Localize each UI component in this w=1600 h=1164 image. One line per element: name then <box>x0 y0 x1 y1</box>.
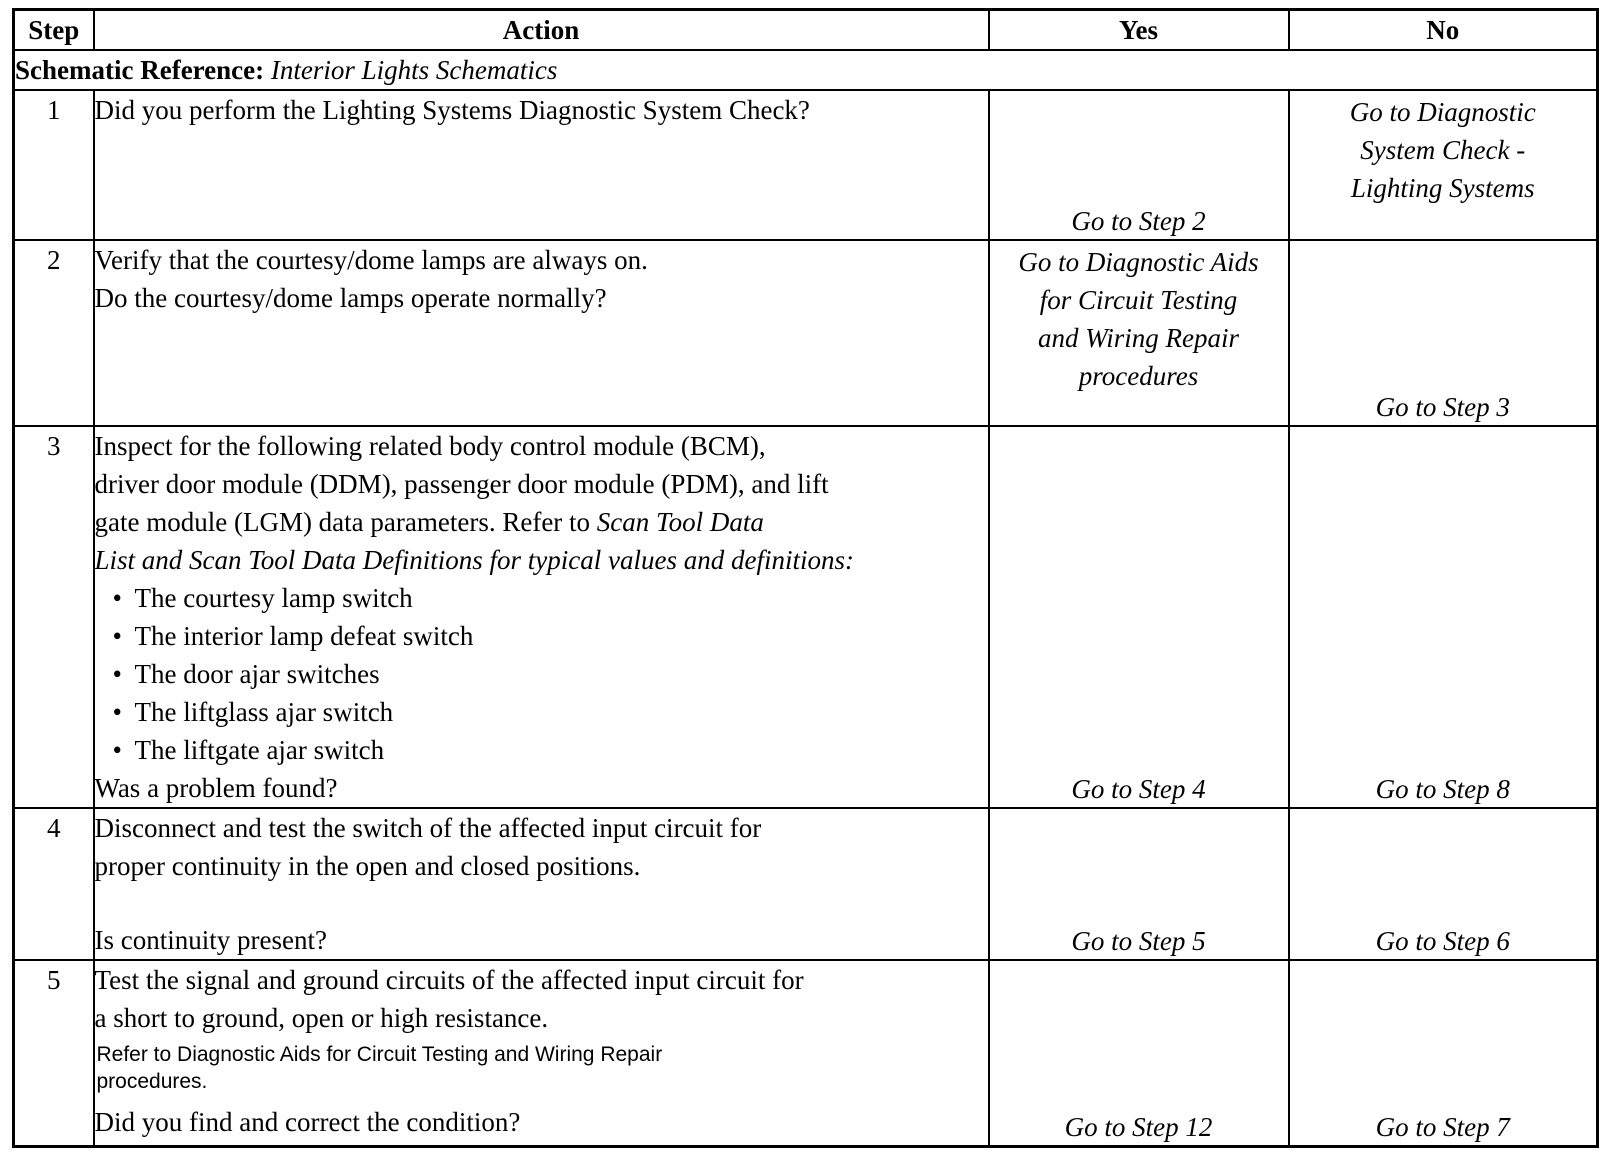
no-cell <box>1289 90 1598 240</box>
yes-cell <box>989 808 1289 960</box>
reference-note <box>97 1041 988 1095</box>
step-number: 1 <box>14 90 94 240</box>
no-link[interactable]: Go to Step 6 <box>1375 926 1510 956</box>
action-text: Disconnect and test the switch of the affected input circuit for <box>94 813 762 843</box>
no-line: Go to Diagnostic <box>1349 97 1536 127</box>
no-line: Lighting Systems <box>1350 173 1535 203</box>
no-cell <box>1289 240 1598 426</box>
no-cell <box>1289 808 1598 960</box>
yes-cell <box>989 426 1289 808</box>
yes-line: for Circuit Testing <box>1039 285 1238 315</box>
header-row <box>14 10 1598 51</box>
schematic-row <box>14 50 1598 90</box>
action-question: Do the courtesy/dome lamps operate normally? <box>94 283 607 313</box>
step-number: 2 <box>14 240 94 426</box>
table-row <box>14 426 1598 808</box>
yes-cell <box>989 960 1289 1146</box>
action-text: Did you perform the Lighting Systems Diagnostic System Check? <box>94 95 810 125</box>
action-text: Inspect for the following related body control module (BCM), <box>94 431 766 461</box>
yes-line: procedures <box>1078 361 1199 391</box>
no-link[interactable] <box>1290 91 1597 207</box>
step-number: 5 <box>14 960 94 1146</box>
action-text: proper continuity in the open and closed positions. <box>94 851 641 881</box>
action-text: Test the signal and ground circuits of the affected input circuit for <box>94 965 804 995</box>
step-number: 3 <box>14 426 94 808</box>
list-item: • The door ajar switches <box>135 655 988 693</box>
header-action: Action <box>94 10 989 51</box>
list-item: • The courtesy lamp switch <box>135 579 988 617</box>
action-cell <box>94 808 989 960</box>
step-number: 4 <box>14 808 94 960</box>
no-link[interactable]: Go to Step 8 <box>1375 774 1510 804</box>
table-row <box>14 808 1598 960</box>
header-yes: Yes <box>989 10 1289 51</box>
schematic-link[interactable]: Interior Lights Schematics <box>270 55 558 85</box>
header-step: Step <box>14 10 94 51</box>
no-link[interactable]: Go to Step 3 <box>1375 392 1510 422</box>
header-no: No <box>1289 10 1598 51</box>
schematic-label: Schematic Reference: <box>15 55 265 85</box>
action-question: Is continuity present? <box>94 925 327 955</box>
diagnostic-table <box>12 8 1599 1148</box>
action-cell <box>94 426 989 808</box>
scan-tool-definitions-link[interactable]: List and Scan Tool Data Definitions for typical values and definitions: <box>94 545 854 575</box>
yes-cell <box>989 240 1289 426</box>
yes-link[interactable]: Go to Step 12 <box>1064 1111 1213 1142</box>
action-cell <box>94 240 989 426</box>
switch-list <box>95 579 988 769</box>
action-question: Did you find and correct the condition? <box>94 1107 521 1137</box>
yes-link[interactable]: Go to Step 4 <box>1071 774 1206 804</box>
yes-line: and Wiring Repair <box>1038 323 1239 353</box>
note-line: Refer to Diagnostic Aids for Circuit Testing and Wiring Repair <box>96 1043 663 1066</box>
action-text: driver door module (DDM), passenger door module (PDM), and lift <box>94 469 829 499</box>
list-item: • The liftgate ajar switch <box>135 731 988 769</box>
scan-tool-data-link[interactable]: Scan Tool Data <box>596 507 764 537</box>
list-item: • The interior lamp defeat switch <box>135 617 988 655</box>
table-row <box>14 90 1598 240</box>
table-row <box>14 960 1598 1146</box>
yes-link[interactable] <box>990 241 1288 395</box>
action-text: gate module (LGM) data parameters. Refer to <box>94 507 591 537</box>
yes-cell <box>989 90 1289 240</box>
yes-link[interactable]: Go to Step 2 <box>1071 206 1206 236</box>
note-line: procedures. <box>96 1070 208 1093</box>
action-question: Was a problem found? <box>94 773 338 803</box>
no-cell <box>1289 426 1598 808</box>
diagnostic-page <box>12 8 1596 1148</box>
no-cell <box>1289 960 1598 1146</box>
no-line: System Check - <box>1360 135 1526 165</box>
table-row <box>14 240 1598 426</box>
schematic-reference <box>14 50 1598 90</box>
action-cell <box>94 960 989 1146</box>
action-text: Verify that the courtesy/dome lamps are always on. <box>94 245 648 275</box>
action-text: a short to ground, open or high resistance. <box>94 1003 549 1033</box>
no-link[interactable]: Go to Step 7 <box>1375 1111 1510 1142</box>
yes-line: Go to Diagnostic Aids <box>1018 247 1259 277</box>
list-item: • The liftglass ajar switch <box>135 693 988 731</box>
yes-link[interactable]: Go to Step 5 <box>1071 926 1206 956</box>
action-cell <box>94 90 989 240</box>
